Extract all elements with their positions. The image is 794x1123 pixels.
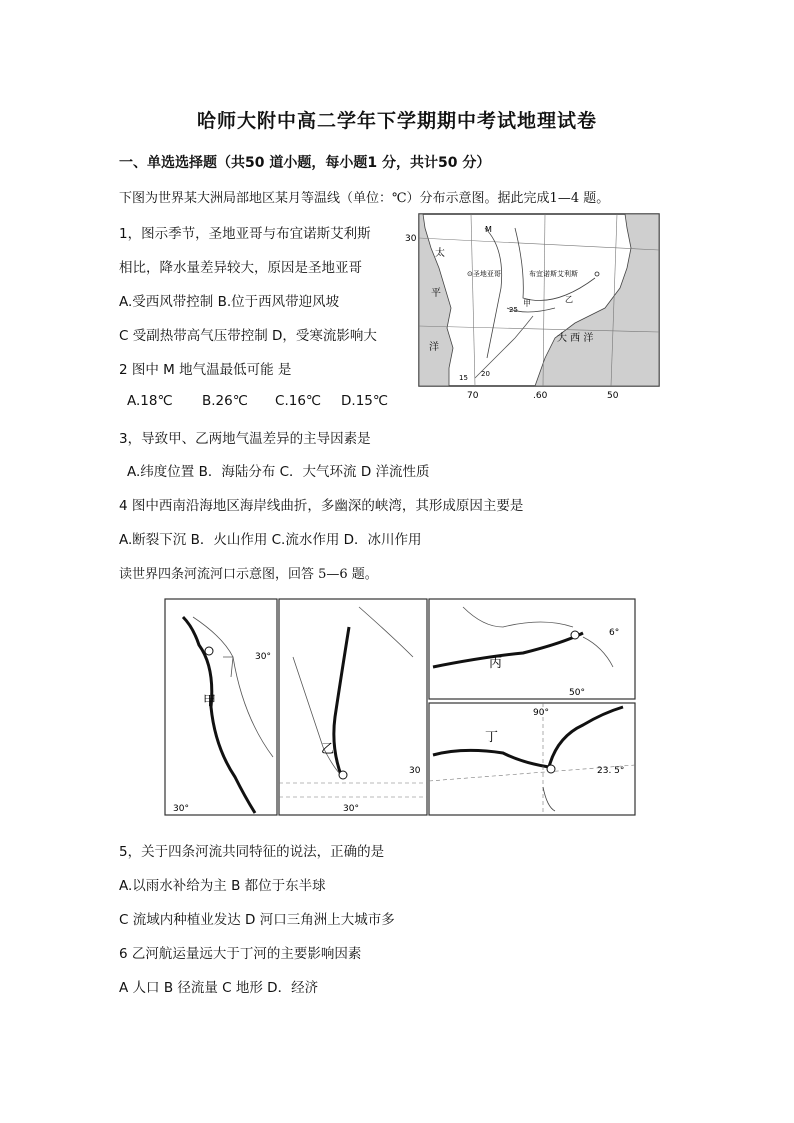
panel-bing xyxy=(429,599,635,699)
q2-stem: 2 图中 M 地气温最低可能 是 xyxy=(119,362,292,378)
river-jia-label: 甲 xyxy=(203,694,217,709)
panel-yi-lat: 30 xyxy=(409,766,421,776)
panel-bing-lat: 6° xyxy=(609,628,620,638)
river-bing-label: 丙 xyxy=(489,656,503,671)
map1-lon-60: .60 xyxy=(533,391,548,401)
panel-yi-lat-bottom: 30° xyxy=(343,804,359,814)
panel-jia-lat-bottom: 30° xyxy=(173,804,189,814)
page-title: 哈师大附中高二学年下学期期中考试地理试卷 xyxy=(196,110,597,132)
panel-jia xyxy=(165,599,277,815)
panel-yi xyxy=(279,599,427,815)
river-mouths-map xyxy=(163,597,637,819)
river-yi-label: 乙 xyxy=(321,742,335,757)
q2-option-a: A.18℃ xyxy=(127,393,173,409)
q1-options-ab: A.受西风带控制 B.位于西风带迎风坡 xyxy=(119,294,340,310)
q3-stem: 3，导致甲、乙两地气温差异的主导因素是 xyxy=(119,431,371,447)
isotherm-map xyxy=(405,208,665,404)
q2-option-c: C.16℃ xyxy=(275,393,322,409)
q5-stem: 5，关于四条河流共同特征的说法，正确的是 xyxy=(119,844,385,860)
q1-options-cd: C 受副热带高气压带控制 D，受寒流影响大 xyxy=(119,328,377,344)
map1-lon-70: 70 xyxy=(467,391,479,401)
q1-stem-line2: 相比，降水量差异较大，原因是圣地亚哥 xyxy=(119,260,362,276)
q2-option-d: D.15℃ xyxy=(341,393,389,409)
river-ding-label: 丁 xyxy=(485,730,499,745)
q3-options: A.纬度位置 B．海陆分布 C．大气环流 D 洋流性质 xyxy=(127,464,430,480)
map1-lat-30: 30 xyxy=(405,234,417,244)
q1-stem-line1: 1，图示季节，圣地亚哥与布宜诺斯艾利斯 xyxy=(119,226,371,242)
map1-jia: 甲 xyxy=(523,299,531,308)
map1-iso-25: 25 xyxy=(509,306,518,314)
intro-q1-4: 下图为世界某大洲局部地区某月等温线（单位：℃）分布示意图。据此完成1—4 题。 xyxy=(119,191,610,206)
map1-buenos-aires: 布宜诺斯艾利斯 xyxy=(529,270,578,278)
q5-options-ab: A.以雨水补给为主 B 都位于东半球 xyxy=(119,878,326,894)
q4-options: A.断裂下沉 B．火山作用 C.流水作用 D．冰川作用 xyxy=(119,532,422,548)
panel-jia-lat: 30° xyxy=(255,652,271,662)
q2-option-b: B.26℃ xyxy=(202,393,248,409)
map1-pacific-3: 洋 xyxy=(429,342,439,353)
map1-santiago: ⊙圣地亚哥 xyxy=(467,270,501,278)
map1-pacific-2: 平 xyxy=(431,288,441,299)
map1-lon-50: 50 xyxy=(607,391,619,401)
intro-q5-6: 读世界四条河流河口示意图，回答 5—6 题。 xyxy=(119,567,378,582)
q6-options: A 人口 B 径流量 C 地形 D．经济 xyxy=(119,980,319,996)
map1-iso-20: 20 xyxy=(481,370,490,378)
panel-ding xyxy=(429,703,635,815)
panel-bing-lon: 50° xyxy=(569,688,585,698)
map1-m-label: M xyxy=(485,225,492,234)
panel-ding-lat: 23. 5° xyxy=(597,766,625,776)
section-heading: 一、单选选择题（共50 道小题，每小题1 分，共计50 分） xyxy=(119,155,491,171)
q6-stem: 6 乙河航运量远大于丁河的主要影响因素 xyxy=(119,946,362,962)
map1-pacific-1: 太 xyxy=(435,248,445,259)
map1-iso-15: 15 xyxy=(459,374,468,382)
q4-stem: 4 图中西南沿海地区海岸线曲折，多幽深的峡湾，其形成原因主要是 xyxy=(119,498,524,514)
q5-options-cd: C 流域内种植业发达 D 河口三角洲上大城市多 xyxy=(119,912,395,928)
map1-yi: 乙 xyxy=(565,295,573,304)
panel-ding-lon: 90° xyxy=(533,708,549,718)
map1-atlantic: 大 西 洋 xyxy=(557,333,594,344)
